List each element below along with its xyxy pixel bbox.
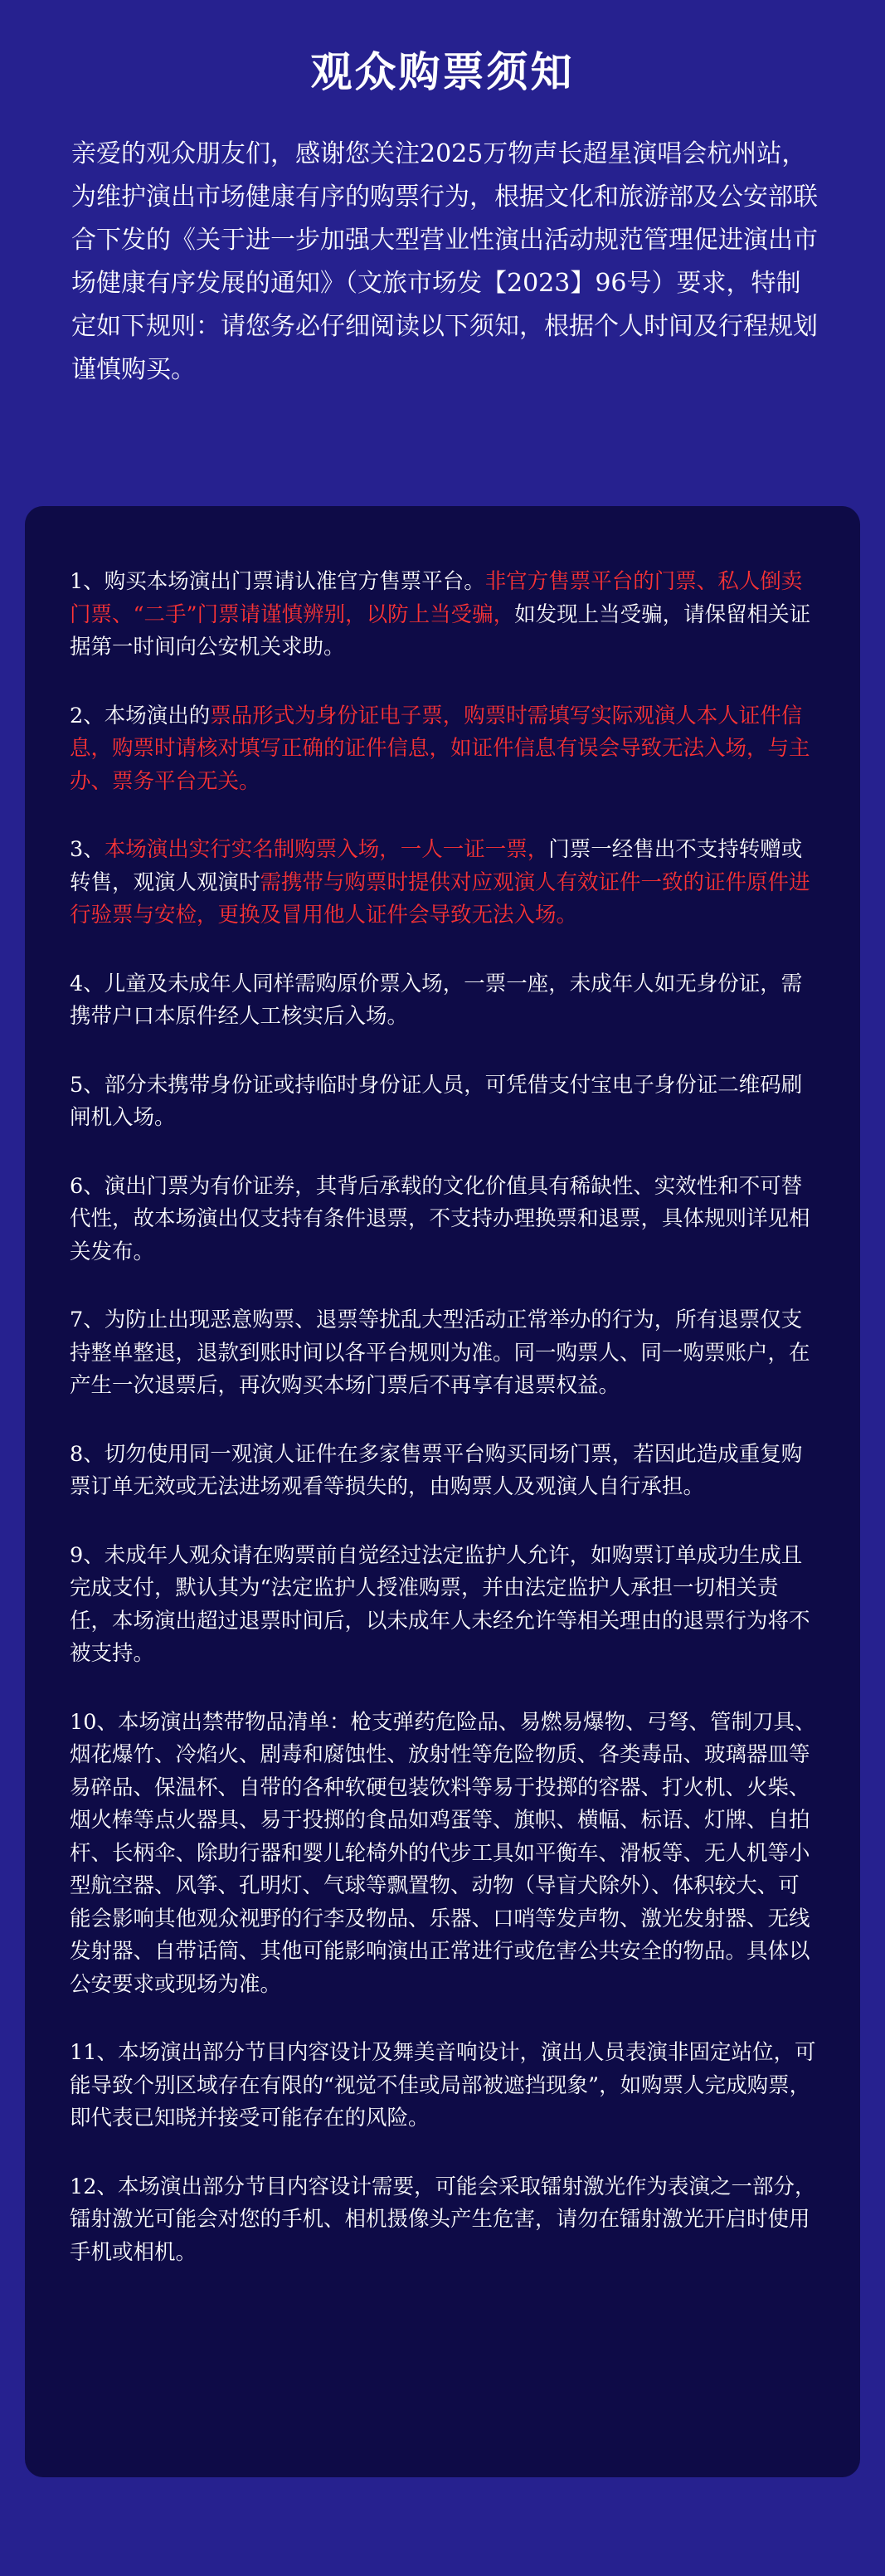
- rule-item: [70, 1439, 816, 1504]
- rule-item: [70, 2171, 816, 2270]
- rule-highlight-text: 本场演出实行实名制购票入场，一人一证一票，: [104, 837, 549, 862]
- rule-text: 8、切勿使用同一观演人证件在多家售票平台购买同场门票，若因此造成重复购票订单无效或无法进场观看等损失的，由购票人及观演人自行承担。: [70, 1441, 803, 1499]
- rule-text: 6、演出门票为有价证券，其背后承载的文化价值具有稀缺性、实效性和不可替代性，故本场演出仅支持有条件退票，不支持办理换票和退票，具体规则详见相关发布。: [70, 1173, 810, 1264]
- rule-item: [70, 1707, 816, 2002]
- rule-item: [70, 1171, 816, 1269]
- rule-item: [70, 1304, 816, 1403]
- rule-item: [70, 968, 816, 1034]
- rule-text: 门票一经售出不支持转赠或转售，观演人观演时: [70, 837, 803, 895]
- rule-text: 5、部分未携带身份证或持临时身份证人员，可凭借支付宝电子身份证二维码刷闸机入场。: [70, 1072, 803, 1130]
- rules-list: [70, 566, 816, 2305]
- rule-item: [70, 566, 816, 665]
- rule-text: 4、儿童及未成年人同样需购原价票入场，一票一座，未成年人如无身份证，需携带户口本原件经人工核实后入场。: [70, 971, 803, 1029]
- rule-item: [70, 700, 816, 799]
- rule-text: 12、本场演出部分节目内容设计需要，可能会采取镭射激光作为表演之一部分，镭射激光可能会对您的手机、相机摄像头产生危害，请勿在镭射激光开启时使用手机或相机。: [70, 2174, 816, 2265]
- rule-item: [70, 1540, 816, 1671]
- rule-highlight-text: 非官方售票平台的门票、私人倒卖门票、“二手”门票请谨慎辨别，以防上当受骗，: [70, 569, 803, 627]
- rule-highlight-text: 需携带与购票时提供对应观演人有效证件一致的证件原件进行验票与安检，更换及冒用他人证件会导致无法入场。: [70, 869, 810, 928]
- page-title: 观众购票须知: [310, 48, 575, 96]
- rules-panel: [25, 506, 860, 2477]
- rule-text: 如发现上当受骗，请保留相关证据第一时间向公安机关求助。: [70, 601, 811, 660]
- rule-text: 3、: [70, 837, 105, 862]
- intro-paragraph: 亲爱的观众朋友们，感谢您关注2025万物声长超星演唱会杭州站，为维护演出市场健康有序的购票行为，根据文化和旅游部及公安部联合下发的《关于进一步加强大型营业性演出活动规范管理促进演出市场健康有序发展的通知》（文旅市场发【2023】96号）要求，特制定如下规则：请您务必仔细阅读以下须知，根据个人时间及行程规划谨慎购买。: [71, 139, 818, 384]
- rule-text: 9、未成年人观众请在购票前自觉经过法定监护人允许，如购票订单成功生成且完成支付，默认其为“法定监护人授准购票，并由法定监护人承担一切相关责任，本场演出超过退票时间后，以未成年人未经允许等相关理由的退票行为将不被支持。: [70, 1542, 810, 1666]
- rule-item: [70, 834, 816, 933]
- rule-text: 10、本场演出禁带物品清单：枪支弹药危险品、易燃易爆物、弓弩、管制刀具、烟花爆竹、冷焰火、剧毒和腐蚀性、放射性等危险物质、各类毒品、玻璃器皿等易碎品、保温杯、自带的各种软硬包装饮料等易于投掷的容器、打火机、火柴、烟火棒等点火器具、易于投掷的食品如鸡蛋等、旗帜、横幅、标语、灯牌、自拍杆、长柄伞、除助行器和婴儿轮椅外的代步工具如平衡车、滑板等、无人机等小型航空器、风筝、孔明灯、气球等飘置物、动物（导盲犬除外）、体积较大、可能会影响其他观众视野的行李及物品、乐器、口哨等发声物、激光发射器、无线发射器、自带话筒、其他可能影响演出正常进行或危害公共安全的物品。具体以公安要求或现场为准。: [70, 1709, 816, 1997]
- rule-text: 7、为防止出现恶意购票、退票等扰乱大型活动正常举办的行为，所有退票仅支持整单整退，退款到账时间以各平台规则为准。同一购票人、同一购票账户，在产生一次退票后，再次购买本场门票后不再享有退票权益。: [70, 1307, 810, 1398]
- rule-text: 11、本场演出部分节目内容设计及舞美音响设计，演出人员表演非固定站位，可能导致个别区域存在有限的“视觉不佳或局部被遮挡现象”，如购票人完成购票，即代表已知晓并接受可能存在的风险。: [70, 2040, 816, 2130]
- rule-text: 1、购买本场演出门票请认准官方售票平台。: [70, 569, 485, 594]
- rule-highlight-text: 票品形式为身份证电子票，购票时需填写实际观演人本人证件信息，购票时请核对填写正确的证件信息，如证件信息有误会导致无法入场，与主办、票务平台无关。: [70, 703, 810, 794]
- rule-item: [70, 2037, 816, 2135]
- rule-text: 2、本场演出的: [70, 703, 211, 728]
- rule-item: [70, 1069, 816, 1135]
